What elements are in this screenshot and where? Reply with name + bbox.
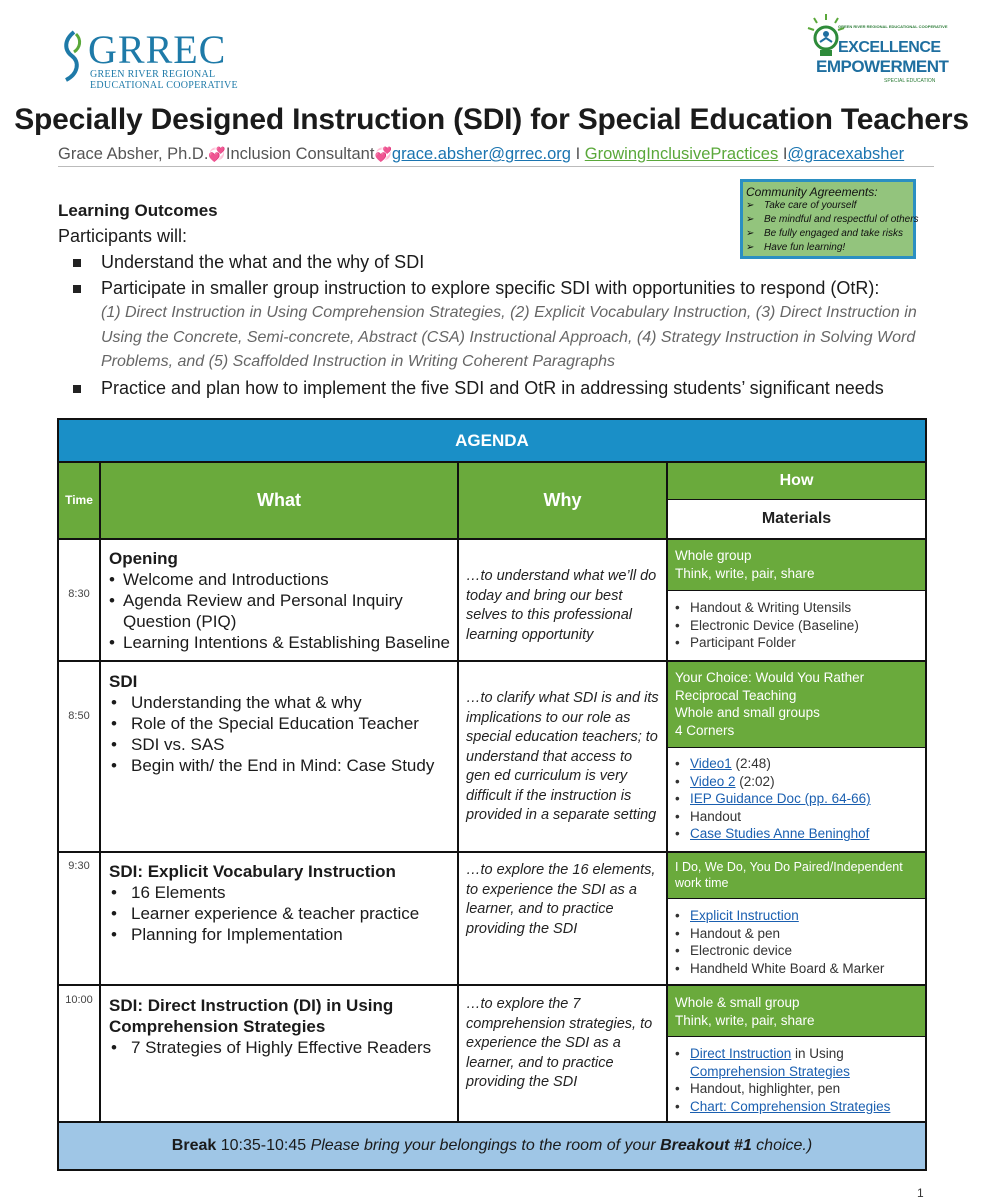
row-materials: • Video1 (2:48) • Video 2 (2:02) • IEP Guidance Doc (pp. 64-66) • Handout • Case Studies Anne Beninghof <box>675 756 871 841</box>
separator: I <box>570 145 585 163</box>
social-handle-link[interactable]: @gracexabsher <box>787 145 905 163</box>
learning-outcomes-intro: Participants will: <box>58 226 188 246</box>
arrow-icon: ➢ <box>746 200 755 211</box>
logo-excellence: EXCELLENCE <box>838 39 941 56</box>
header-divider <box>58 166 934 167</box>
author-role: Inclusion Consultant <box>225 145 375 163</box>
logo-empowerment: EMPOWERMENT <box>816 57 949 76</box>
outcome-item: Practice and plan how to implement the five SDI and OtR in addressing students’ significant needs <box>58 375 938 401</box>
row-materials: • Handout & Writing Utensils • Electronic Device (Baseline) • Participant Folder <box>675 600 859 650</box>
agreement-item: ➢ Be mindful and respectful of others <box>746 214 919 225</box>
chart-comprehension-link[interactable]: Chart: Comprehension Strategies <box>690 1098 891 1114</box>
case-studies-link[interactable]: Case Studies Anne Beninghof <box>690 826 870 841</box>
outcome-sub-line: Problems, and (5) Scaffolded Instruction in Writing Coherent Paragraphs <box>101 353 616 370</box>
row-why: …to explore the 7 comprehension strategies, to experience the SDI as a learner, and to practice providing the SDI <box>466 996 653 1090</box>
email-link[interactable]: grace.absher@grrec.org <box>391 145 571 163</box>
excellence-empowerment-logo <box>806 12 949 84</box>
heart-icon: 💞 <box>374 146 392 162</box>
header-materials: Materials <box>761 510 832 527</box>
logo-subtitle-1: GREEN RIVER REGIONAL <box>90 69 216 80</box>
arrow-icon: ➢ <box>746 242 755 253</box>
header-what: What <box>101 463 457 538</box>
row-what: SDI: Direct Instruction (DI) in Using Comprehension Strategies • 7 Strategies of Highly Effective Readers <box>109 996 432 1057</box>
learning-outcomes <box>58 199 938 401</box>
direct-instruction-link[interactable]: Direct Instruction <box>690 1046 792 1061</box>
logo-small-bottom: SPECIAL EDUCATION <box>884 78 936 84</box>
arrow-icon: ➢ <box>746 228 755 239</box>
iep-guidance-link[interactable]: IEP Guidance Doc (pp. 64-66) <box>690 791 871 806</box>
byline <box>58 144 904 164</box>
learning-outcomes-heading: Learning Outcomes <box>58 201 218 220</box>
leaf-swirl-icon <box>60 30 86 82</box>
heart-icon: 💞 <box>208 146 226 162</box>
agreement-item: ➢ Have fun learning! <box>746 242 846 253</box>
square-bullet-icon <box>73 259 81 267</box>
agreement-item: ➢ Be fully engaged and take risks <box>746 228 903 239</box>
row-how: Your Choice: Would You Rather Reciprocal Teaching Whole and small groups 4 Corners <box>668 662 925 747</box>
square-bullet-icon <box>73 385 81 393</box>
video1-link[interactable]: Video1 <box>690 756 732 771</box>
explicit-instruction-link[interactable]: Explicit Instruction <box>690 908 799 923</box>
outcome-sub-line: Using the Concrete, Semi-concrete, Abstract (CSA) Instructional Approach, (4) Strategy Instruction in Solving Word <box>101 328 916 346</box>
row-time: 10:00 <box>65 994 93 1006</box>
row-what: Opening • Welcome and Introductions • Agenda Review and Personal Inquiry Question (PIQ) • Learning Intentions & Establishing Baseline <box>109 549 450 652</box>
row-how: Whole group Think, write, pair, share <box>668 540 925 590</box>
header-how: How <box>668 463 925 499</box>
agenda-table <box>57 418 927 1171</box>
row-what: SDI • Understanding the what & why • Role of the Special Education Teacher • SDI vs. SAS • Begin with/ the End in Mind: Case Study <box>109 672 435 775</box>
row-materials: • Explicit Instruction • Handout & pen • Electronic device • Handheld White Board & Marker <box>675 908 885 976</box>
row-materials: • Direct Instruction in Using Comprehension Strategies • Handout, highlighter, pen • Chart: Comprehension Strategies <box>675 1046 891 1114</box>
row-what: SDI: Explicit Vocabulary Instruction • 16 Elements • Learner experience & teacher practice • Planning for Implementation <box>109 862 420 944</box>
document-title: Specially Designed Instruction (SDI) for Special Education Teachers <box>14 103 969 136</box>
row-why: …to understand what we’ll do today and bring our best selves to this professional learning opportunity <box>466 568 657 643</box>
agreement-item: ➢ Take care of yourself <box>746 200 857 211</box>
arrow-icon: ➢ <box>746 214 755 225</box>
logo-subtitle-2: EDUCATIONAL COOPERATIVE <box>90 80 238 91</box>
row-how: Whole & small group Think, write, pair, share <box>668 986 925 1036</box>
break-row: Break 10:35-10:45 Please bring your belongings to the room of your Breakout #1 choice.) <box>59 1123 925 1169</box>
outcome-item: Understand the what and the why of SDI <box>58 249 938 275</box>
video2-link[interactable]: Video 2 <box>690 773 736 789</box>
row-time: 8:30 <box>68 588 90 600</box>
agenda-title: AGENDA <box>59 420 925 461</box>
row-why: …to explore the 16 elements, to experience the SDI as a learner, and to practice providing the SDI <box>466 862 656 937</box>
outcome-sub-line: (1) Direct Instruction in Using Comprehension Strategies, (2) Explicit Vocabulary Instruction, (3) Direct Instruction in <box>101 304 917 321</box>
logo-name: GRREC <box>88 27 227 72</box>
square-bullet-icon <box>73 285 81 293</box>
row-time: 8:50 <box>68 710 90 722</box>
row-how: I Do, We Do, You Do Paired/Independent work time <box>668 853 925 898</box>
header-why: Why <box>459 463 666 538</box>
outcome-item: Participate in smaller group instruction to explore specific SDI with opportunities to respond (OtR): (1) Direct Instruction in Using Comprehension Strategies, (2) Explicit Vocabulary Instruction, (3) Direct Instruction in Using the Concrete, Semi-concrete, Abstract (CSA) Instructional Approach, (4) Strategy Instruction in Solving Word Problems, and (5) Scaffolded Instruction in Writing Coherent Paragraphs <box>58 275 938 375</box>
row-time: 9:30 <box>68 860 90 872</box>
page-number: 1 <box>917 1186 924 1200</box>
author-name: Grace Absher, Ph.D. <box>58 145 209 163</box>
comprehension-strategies-link[interactable]: Comprehension Strategies <box>690 1063 850 1079</box>
separator: I <box>778 145 788 163</box>
website-link[interactable]: GrowingInclusivePractices <box>584 145 779 163</box>
row-why: …to clarify what SDI is and its implications to our role as special education teachers; to understand that access to gen ed curriculum is very difficult if the instruction is provided in a separate setting <box>466 690 659 823</box>
agreements-heading: Community Agreements: <box>746 185 878 199</box>
grrec-logo <box>58 27 238 91</box>
header-time: Time <box>59 463 99 538</box>
logo-small-top: GREEN RIVER REGIONAL EDUCATIONAL COOPERATIVE <box>838 24 948 29</box>
